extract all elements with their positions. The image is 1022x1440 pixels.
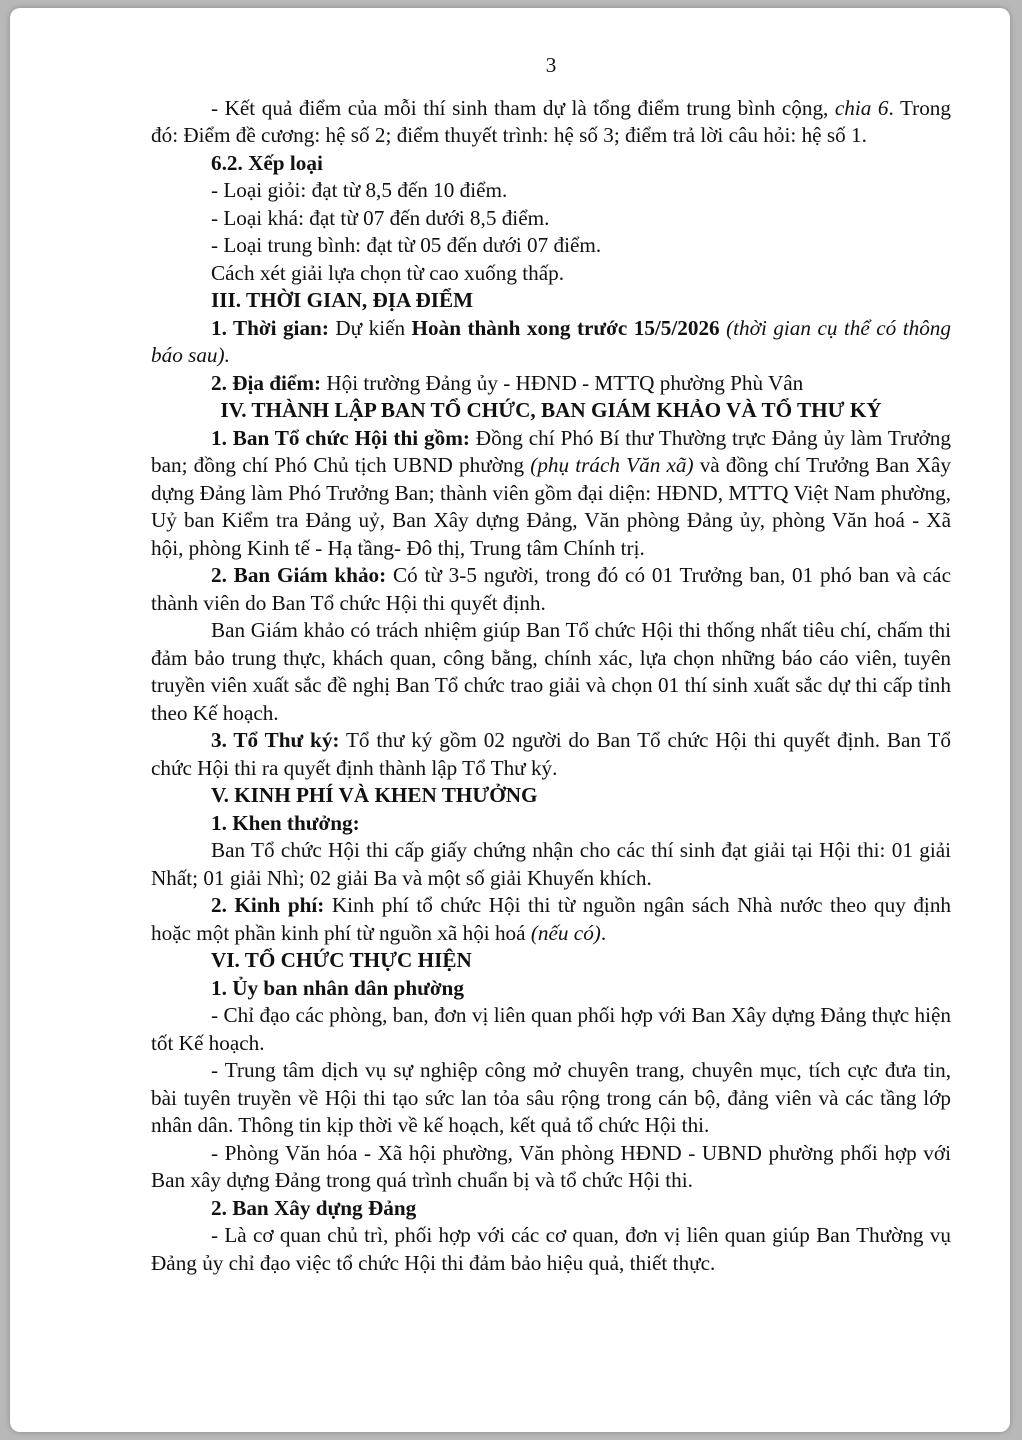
rewards-paragraph: Ban Tổ chức Hội thi cấp giấy chứng nhận cho các thí sinh đạt giải tại Hội thi: 01 giải Nhất; 01 giải Nhì; 02 giải Ba và một số giải Khuyến khích.: [151, 838, 951, 890]
section-3-title: III. THỜI GIAN, ĐỊA ĐIỂM: [211, 288, 474, 312]
ward-committee-item-1: - Chỉ đạo các phòng, ban, đơn vị liên quan phối hợp với Ban Xây dựng Đảng thực hiện tốt Kế hoạch.: [151, 1003, 951, 1055]
jury-paragraph: 2. Ban Giám khảo: Có từ 3-5 người, trong đó có 01 Trưởng ban, 01 phó ban và các thành viên do Ban Tổ chức Hội thi quyết định.: [151, 563, 951, 615]
grade-fair: - Loại khá: đạt từ 07 đến dưới 8,5 điểm.: [211, 205, 550, 230]
location-paragraph: 2. Địa điểm: Hội trường Đảng ủy - HĐND - MTTQ phường Phù Vân: [211, 370, 804, 395]
ward-committee-item-3: - Phòng Văn hóa - Xã hội phường, Văn phòng HĐND - UBND phường phối hợp với Ban xây dựng Đảng trong quá trình chuẩn bị và tổ chức Hội thi.: [151, 1140, 951, 1192]
secretariat-paragraph: 3. Tổ Thư ký: Tổ thư ký gồm 02 người do Ban Tổ chức Hội thi quyết định. Ban Tổ chức Hội thi ra quyết định thành lập Tổ Thư ký.: [151, 728, 951, 780]
party-building-heading: 2. Ban Xây dựng Đảng: [211, 1195, 417, 1220]
funding-paragraph: 2. Kinh phí: Kinh phí tổ chức Hội thi từ nguồn ngân sách Nhà nước theo quy định hoặc một phần kinh phí từ nguồn xã hội hoá (nếu có).: [151, 893, 952, 945]
ranking-method: Cách xét giải lựa chọn từ cao xuống thấp.: [211, 260, 565, 285]
party-building-item-1: - Là cơ quan chủ trì, phối hợp với các cơ quan, đơn vị liên quan giúp Ban Thường vụ Đảng ủy chỉ đạo việc tổ chức Hội thi đảm bảo hiệu quả, thiết thực.: [151, 1223, 951, 1275]
section-4-title: IV. THÀNH LẬP BAN TỔ CHỨC, BAN GIÁM KHẢO VÀ TỔ THƯ KÝ: [220, 398, 882, 422]
section-5-title: V. KINH PHÍ VÀ KHEN THƯỞNG: [211, 783, 538, 807]
section-6-title: VI. TỔ CHỨC THỰC HIỆN: [211, 948, 472, 972]
organizing-committee-paragraph: 1. Ban Tổ chức Hội thi gồm: Đồng chí Phó Bí thư Thường trực Đảng ủy làm Trưởng ban; đồng chí Phó Chủ tịch UBND phường (phụ trách Văn xã) và đồng chí Trưởng Ban Xây dựng Đảng làm Phó Trưởng Ban; thành viên gồm đại diện: HĐND, MTTQ Việt Nam phường, Uỷ ban Kiểm tra Đảng uỷ, Ban Xây dựng Đảng, Văn phòng Đảng ủy, phòng Văn hoá - Xã hội, phòng Kinh tế - Hạ tầng- Đô thị, Trung tâm Chính trị.: [151, 425, 951, 560]
jury-duties-paragraph: Ban Giám khảo có trách nhiệm giúp Ban Tổ chức Hội thi thống nhất tiêu chí, chấm thi đảm bảo trung thực, khách quan, công bằng, chính xác, lựa chọn những báo cáo viên, tuyên truyền viên xuất sắc đề nghị Ban Tổ chức trao giải và chọn 01 thí sinh xuất sắc dự thi cấp tỉnh theo Kế hoạch.: [151, 618, 951, 725]
rewards-heading: 1. Khen thưởng:: [211, 810, 360, 835]
page-number: 3: [545, 53, 557, 77]
ward-committee-heading: 1. Ủy ban nhân dân phường: [211, 975, 464, 1000]
grade-good: - Loại giỏi: đạt từ 8,5 đến 10 điểm.: [211, 178, 508, 202]
score-paragraph: - Kết quả điểm của mỗi thí sinh tham dự là tổng điểm trung bình cộng, chia 6. Trong đó: Điểm đề cương: hệ số 2; điểm thuyết trình: hệ số 3; điểm trả lời câu hỏi: hệ số 1.: [151, 95, 951, 147]
document-body: [151, 52, 951, 1277]
time-paragraph: 1. Thời gian: Dự kiến Hoàn thành xong trước 15/5/2026 (thời gian cụ thể có thông báo sau).: [151, 315, 951, 367]
document-page: [10, 8, 1010, 1432]
heading-6-2: 6.2. Xếp loại: [211, 150, 323, 175]
grade-average: - Loại trung bình: đạt từ 05 đến dưới 07 điểm.: [211, 233, 602, 257]
ward-committee-item-2: - Trung tâm dịch vụ sự nghiệp công mở chuyên trang, chuyên mục, tích cực đưa tin, bài tuyên truyền về Hội thi tạo sức lan tỏa sâu rộng trong cán bộ, đảng viên và các tầng lớp nhân dân. Thông tin kịp thời về kế hoạch, kết quả tổ chức Hội thi.: [151, 1058, 951, 1137]
